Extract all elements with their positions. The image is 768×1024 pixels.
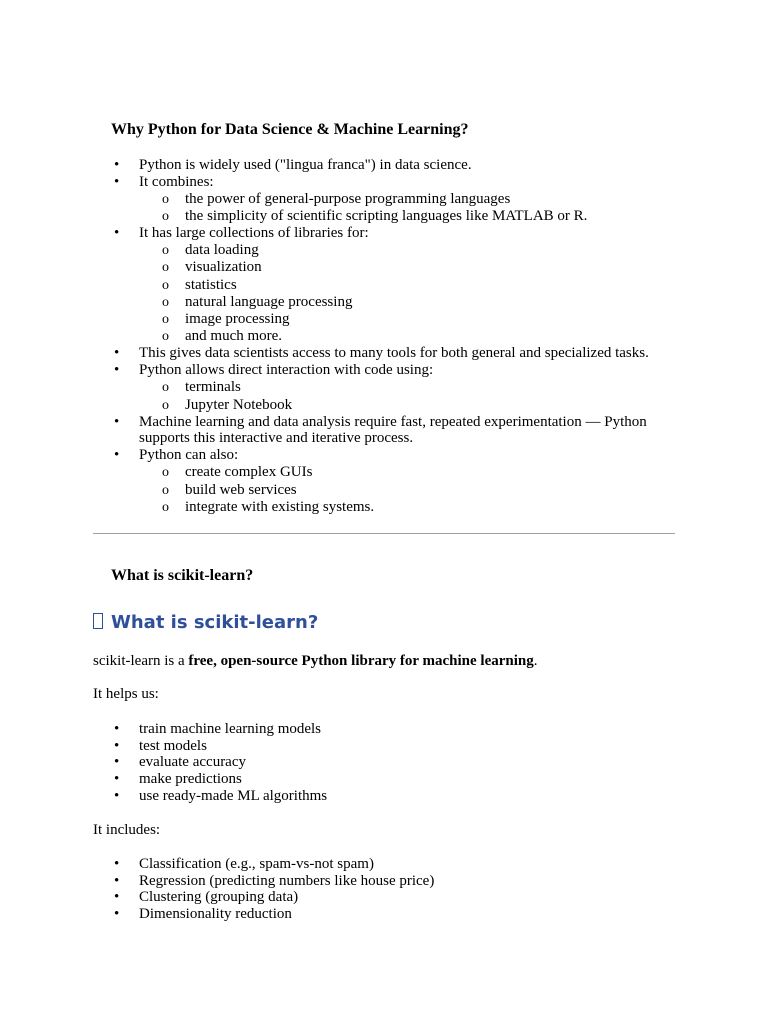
intro-paragraph [93, 653, 538, 670]
sub-bullet-marker: o [162, 192, 169, 207]
sub-bullet-marker: o [162, 465, 169, 480]
sub-list-item: statistics [185, 277, 237, 293]
list-item: It combines: [139, 174, 214, 190]
list-item: Machine learning and data analysis require fast, repeated experimentation — Python [139, 414, 647, 430]
list-item: Python is widely used ("lingua franca") in data science. [139, 157, 472, 173]
sub-bullet-marker: o [162, 500, 169, 515]
list-item: This gives data scientists access to many tools for both general and specialized tasks. [139, 345, 649, 361]
section-heading-why-python: Why Python for Data Science & Machine Learning? [111, 121, 469, 138]
bullet-marker: • [114, 906, 120, 922]
blue-heading-text: What is scikit-learn? [111, 612, 319, 633]
list-item: Classification (e.g., spam-vs-not spam) [139, 856, 374, 872]
sub-list-item: create complex GUIs [185, 464, 313, 480]
list-item: Dimensionality reduction [139, 906, 292, 922]
includes-label: It includes: [93, 822, 161, 838]
list-item: Python allows direct interaction with code using: [139, 362, 434, 378]
list-item-continuation: supports this interactive and iterative process. [139, 430, 414, 446]
sub-list-item: data loading [185, 242, 259, 258]
list-item: train machine learning models [139, 721, 322, 737]
sub-bullet-marker: o [162, 398, 169, 413]
bullet-marker: • [114, 771, 120, 787]
list-item: It has large collections of libraries for: [139, 225, 369, 241]
bullet-marker: • [114, 738, 120, 754]
sub-bullet-marker: o [162, 243, 169, 258]
sub-list-item: and much more. [185, 328, 283, 344]
blue-heading [93, 612, 318, 633]
section-heading-scikit-learn: What is scikit-learn? [111, 567, 254, 584]
bullet-marker: • [114, 856, 120, 872]
bullet-marker: • [114, 157, 120, 173]
bullet-marker: • [114, 174, 120, 190]
bullet-marker: • [114, 447, 120, 463]
list-item: Regression (predicting numbers like house price) [139, 873, 435, 889]
list-item: Python can also: [139, 447, 239, 463]
sub-bullet-marker: o [162, 312, 169, 327]
bullet-marker: • [114, 225, 120, 241]
bullet-marker: • [114, 721, 120, 737]
sub-list-item: the power of general-purpose programming languages [185, 191, 511, 207]
list-item: test models [139, 738, 207, 754]
horizontal-divider [93, 533, 675, 534]
list-item: Clustering (grouping data) [139, 889, 299, 905]
missing-glyph-icon [93, 613, 103, 629]
intro-suffix: . [533, 653, 538, 669]
sub-bullet-marker: o [162, 295, 169, 310]
sub-list-item: integrate with existing systems. [185, 499, 375, 515]
list-item: evaluate accuracy [139, 754, 246, 770]
sub-bullet-marker: o [162, 483, 169, 498]
bullet-marker: • [114, 889, 120, 905]
sub-bullet-marker: o [162, 260, 169, 275]
sub-list-item: visualization [185, 259, 262, 275]
sub-list-item: natural language processing [185, 294, 353, 310]
helps-label: It helps us: [93, 686, 159, 702]
bullet-marker: • [114, 788, 120, 804]
sub-list-item: terminals [185, 379, 241, 395]
sub-bullet-marker: o [162, 380, 169, 395]
sub-bullet-marker: o [162, 209, 169, 224]
sub-bullet-marker: o [162, 329, 169, 344]
intro-prefix: scikit-learn is a [93, 653, 189, 669]
bullet-marker: • [114, 414, 120, 430]
bullet-marker: • [114, 754, 120, 770]
sub-list-item: the simplicity of scientific scripting languages like MATLAB or R. [185, 208, 588, 224]
bullet-marker: • [114, 362, 120, 378]
bullet-marker: • [114, 345, 120, 361]
bullet-marker: • [114, 873, 120, 889]
intro-bold: free, open-source Python library for machine learning [188, 653, 534, 669]
sub-list-item: image processing [185, 311, 290, 327]
list-item: use ready-made ML algorithms [139, 788, 328, 804]
sub-list-item: build web services [185, 482, 297, 498]
list-item: make predictions [139, 771, 242, 787]
sub-list-item: Jupyter Notebook [185, 397, 293, 413]
sub-bullet-marker: o [162, 278, 169, 293]
